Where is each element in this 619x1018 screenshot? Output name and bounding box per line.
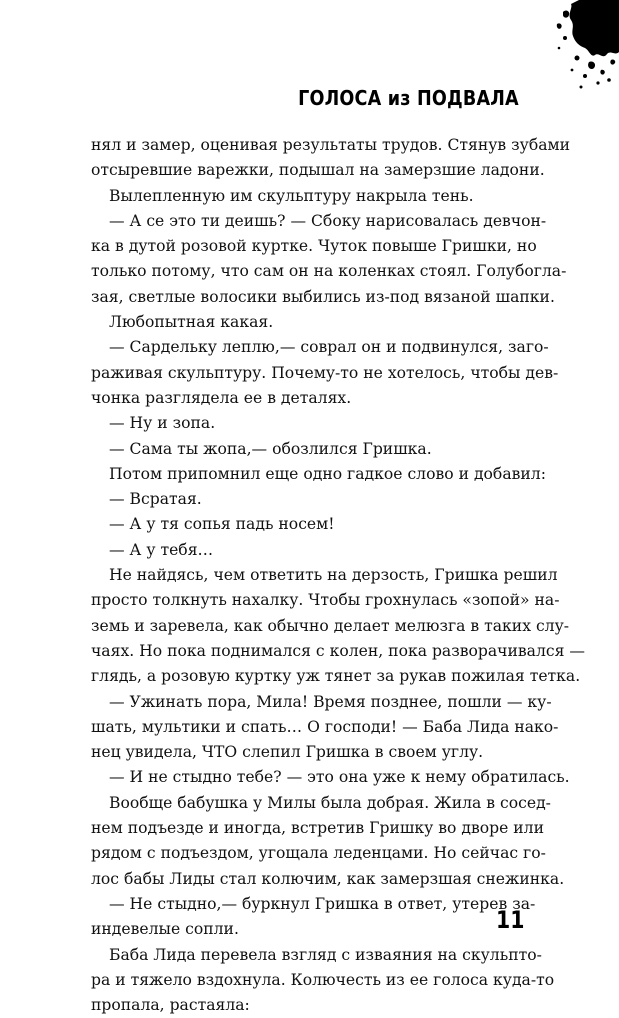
text-line: — Всратая. <box>109 490 202 509</box>
text-line: шать, мультики и спать… О господи! — Баба Лида нако- <box>91 717 559 736</box>
text-line: отсыревшие варежки, подышал на замерзшие ладони. <box>91 161 545 180</box>
text-line: — А у тебя… <box>109 540 214 559</box>
ink-splatter-decoration <box>519 0 619 105</box>
text-line: индевелые сопли. <box>91 920 239 939</box>
page-number: 11 <box>495 906 524 934</box>
text-line: земь и заревела, как обычно делает мелюзга в таких слу- <box>91 616 570 635</box>
text-line: Потом припомнил еще одно гадкое слово и добавил: <box>109 464 546 483</box>
text-line: — Не стыдно,— буркнул Гришка в ответ, утерев за- <box>109 894 536 913</box>
text-line: — А се это ти деишь? — Сбоку нарисовалась девчон- <box>109 211 547 230</box>
text-line: чонка разглядела ее в деталях. <box>91 388 352 407</box>
text-line: ра и тяжело вздохнула. Колючесть из ее голоса куда-то <box>91 970 555 989</box>
text-line: чаях. Но пока поднимался с колен, пока разворачивался — <box>91 641 585 660</box>
text-line: зая, светлые волосики выбились из-под вязаной шапки. <box>91 287 555 306</box>
text-line: только потому, что сам он на коленках стоял. Голубогла- <box>91 262 567 281</box>
text-line: — Сама ты жопа,— обозлился Гришка. <box>109 439 432 458</box>
text-line: — Ну и зопа. <box>109 414 216 433</box>
text-line: — Сардельку леплю,— соврал он и подвинулся, заго- <box>109 338 549 357</box>
text-line: Вообще бабушка у Милы была добрая. Жила в сосед- <box>109 793 551 812</box>
body-text <box>91 133 585 1018</box>
text-line: нем подъезде и иногда, встретив Гришку во дворе или <box>91 819 544 838</box>
text-line: Любопытная какая. <box>109 313 274 332</box>
text-line: лос бабы Лиды стал колючим, как замерзшая снежинка. <box>91 869 565 888</box>
text-line: нял и замер, оценивая результаты трудов. Стянув зубами <box>91 136 571 154</box>
text-line: — А у тя сопья падь носем! <box>109 515 335 534</box>
text-line: — Ужинать пора, Мила! Время позднее, пошли — ку- <box>109 692 552 711</box>
text-line: раживая скульптуру. Почему-то не хотелось, чтобы дев- <box>91 363 559 382</box>
text-line: Баба Лида перевела взгляд с изваяния на скульпто- <box>109 945 542 964</box>
text-line: Не найдясь, чем ответить на дерзость, Гришка решил <box>109 566 558 585</box>
text-line: нец увидела, ЧТО слепил Гришка в своем углу. <box>91 743 484 762</box>
text-line: рядом с подъездом, угощала леденцами. Но сейчас го- <box>91 844 546 863</box>
text-line: ка в дутой розовой куртке. Чуток повыше Гришки, но <box>91 237 537 256</box>
text-line: пропала, растаяла: <box>91 996 250 1015</box>
running-title: ГОЛОСА из ПОДВАЛА <box>298 86 519 110</box>
text-line: — И не стыдно тебе? — это она уже к нему обратилась. <box>109 768 570 787</box>
text-line: просто толкнуть нахалку. Чтобы грохнулась «зопой» на- <box>91 591 560 610</box>
text-line: Вылепленную им скульптуру накрыла тень. <box>109 186 474 205</box>
text-line: глядь, а розовую куртку уж тянет за рукав пожилая тетка. <box>91 667 581 686</box>
